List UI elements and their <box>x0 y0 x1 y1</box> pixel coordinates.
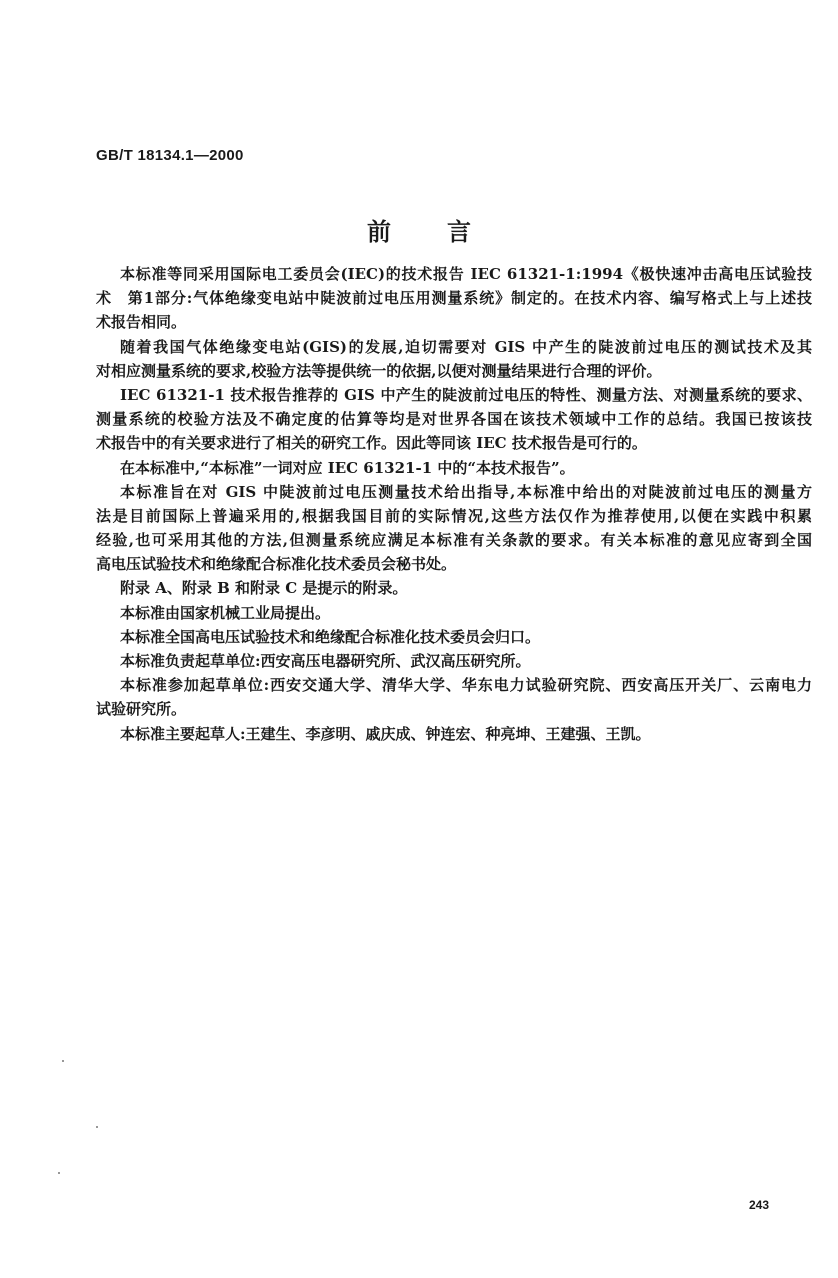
paragraph <box>96 576 812 600</box>
paragraph <box>96 673 812 721</box>
paragraph <box>96 262 812 335</box>
paragraph <box>96 722 812 746</box>
paragraph <box>96 456 812 480</box>
paragraph-line: IEC 61321-1 技术报告推荐的 GIS 中产生的陡波前过电压的特性、测量方法、对测量系统的要求、 <box>120 385 812 404</box>
paragraph-line: 经验,也可采用其他的方法,但测量系统应满足本标准有关条款的要求。有关本标准的意见应寄到全国 <box>96 531 812 550</box>
paragraph <box>96 383 812 456</box>
paragraph-line: 本标准负责起草单位:西安高压电器研究所、武汉高压研究所。 <box>120 652 531 670</box>
paragraph-line: 随着我国气体绝缘变电站(GIS)的发展,迫切需要对 GIS 中产生的陡波前过电压的测试技术及其 <box>120 337 812 356</box>
paragraph-line: 术报告中的有关要求进行了相关的研究工作。因此等同该 IEC 技术报告是可行的。 <box>96 434 647 453</box>
paragraph-line: 本标准全国高电压试验技术和绝缘配合标准化技术委员会归口。 <box>120 627 541 646</box>
paragraph-line: 对相应测量系统的要求,校验方法等提供统一的依据,以便对测量结果进行合理的评价。 <box>96 361 662 380</box>
paragraph-line: 术报告相同。 <box>96 313 187 332</box>
paragraph <box>96 649 812 673</box>
paragraph-line: 在本标准中,“本标准”一词对应 IEC 61321-1 中的“本技术报告”。 <box>120 458 575 477</box>
document-body <box>96 262 812 746</box>
scan-speck <box>58 1172 60 1174</box>
paragraph-line: 附录 A、附录 B 和附录 C 是提示的附录。 <box>120 579 408 598</box>
paragraph-line: 高电压试验技术和绝缘配合标准化技术委员会秘书处。 <box>96 555 457 574</box>
paragraph-line: 试验研究所。 <box>96 700 187 719</box>
paragraph-line: 测量系统的校验方法及不确定度的估算等均是对世界各国在该技术领域中工作的总结。我国已按该技 <box>96 410 812 429</box>
scan-speck <box>62 1060 64 1062</box>
page-title: 前言 <box>367 217 527 246</box>
paragraph-line: 法是目前国际上普遍采用的,根据我国目前的实际情况,这些方法仅作为推荐使用,以便在实践中积累 <box>96 506 812 525</box>
page-number: 243 <box>749 1198 770 1212</box>
standard-code: GB/T 18134.1—2000 <box>96 147 244 164</box>
paragraph-line: 本标准主要起草人:王建生、李彦明、戚庆成、钟连宏、种亮坤、王建强、王凯。 <box>120 724 651 743</box>
paragraph-line: 本标准由国家机械工业局提出。 <box>120 603 331 622</box>
scan-speck <box>96 1126 98 1128</box>
paragraph <box>96 601 812 625</box>
paragraph <box>96 480 812 577</box>
paragraph <box>96 625 812 649</box>
paragraph-line: 本标准等同采用国际电工委员会(IEC)的技术报告 IEC 61321-1:1994《极快速冲击高电压试验技 <box>120 265 812 283</box>
paragraph-line: 术 第1部分:气体绝缘变电站中陡波前过电压用测量系统》制定的。在技术内容、编写格式上与上述技 <box>96 289 812 308</box>
paragraph-line: 本标准参加起草单位:西安交通大学、清华大学、华东电力试验研究院、西安高压开关厂、云南电力 <box>120 676 812 695</box>
paragraph-line: 本标准旨在对 GIS 中陡波前过电压测量技术给出指导,本标准中给出的对陡波前过电压的测量方 <box>120 482 812 501</box>
paragraph <box>96 335 812 383</box>
